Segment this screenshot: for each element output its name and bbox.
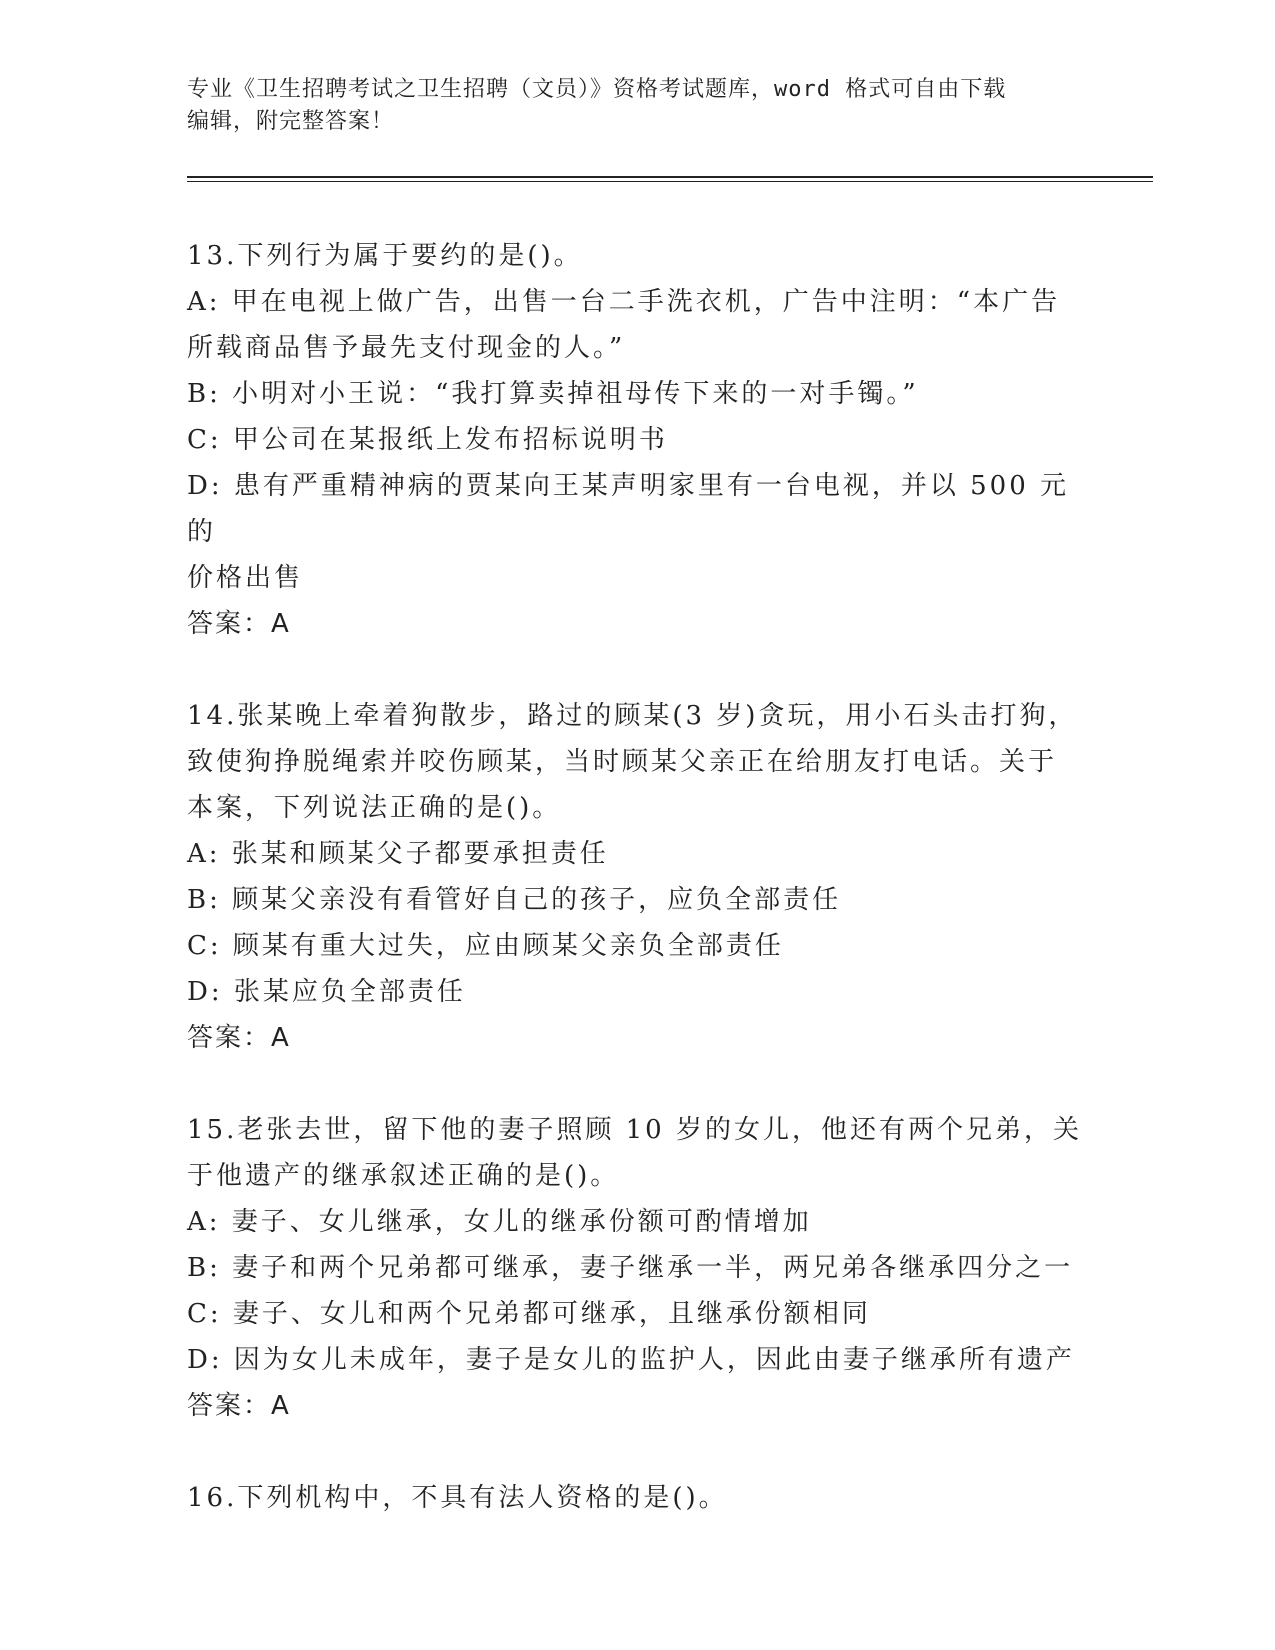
question-stem-continued: 致使狗挣脱绳索并咬伤顾某，当时顾某父亲正在给朋友打电话。关于 xyxy=(187,747,1058,777)
option-c: C: 甲公司在某报纸上发布招标说明书 xyxy=(187,425,668,455)
question-stem: 13.下列行为属于要约的是()。 xyxy=(187,241,583,271)
question-14 xyxy=(187,693,1087,1061)
header-divider-thin xyxy=(187,181,1153,182)
document-header xyxy=(187,74,1087,138)
option-a: A: 甲在电视上做广告，出售一台二手洗衣机，广告中注明：“本广告 xyxy=(187,287,1061,317)
question-stem-continued: 本案，下列说法正确的是()。 xyxy=(187,793,562,823)
question-13 xyxy=(187,233,1087,647)
question-16 xyxy=(187,1475,1087,1521)
question-stem: 16.下列机构中，不具有法人资格的是()。 xyxy=(187,1483,728,1513)
header-line-1: 专业《卫生招聘考试之卫生招聘（文员）》资格考试题库，word 格式可自由下载 xyxy=(187,77,1007,102)
header-line-2: 编辑，附完整答案！ xyxy=(187,109,395,134)
question-list xyxy=(187,233,1087,1567)
option-d: D: 张某应负全部责任 xyxy=(187,977,466,1007)
option-c: C: 妻子、女儿和两个兄弟都可继承，且继承份额相同 xyxy=(187,1299,871,1329)
option-d: D: 因为女儿未成年，妻子是女儿的监护人，因此由妻子继承所有遗产 xyxy=(187,1345,1075,1375)
option-a: A: 妻子、女儿继承，女儿的继承份额可酌情增加 xyxy=(187,1207,812,1237)
option-c: C: 顾某有重大过失，应由顾某父亲负全部责任 xyxy=(187,931,784,961)
option-d: D: 患有严重精神病的贾某向王某声明家里有一台电视，并以 500 元的 xyxy=(187,471,1070,547)
option-a: A: 张某和顾某父子都要承担责任 xyxy=(187,839,609,869)
header-divider-thick xyxy=(187,176,1153,178)
question-stem: 15.老张去世，留下他的妻子照顾 10 岁的女儿，他还有两个兄弟，关 xyxy=(187,1115,1082,1145)
question-stem: 14.张某晚上牵着狗散步，路过的顾某(3 岁)贪玩，用小石头击打狗， xyxy=(187,701,1078,731)
question-stem-continued: 于他遗产的继承叙述正确的是()。 xyxy=(187,1161,620,1191)
option-b: B: 妻子和两个兄弟都可继承，妻子继承一半，两兄弟各继承四分之一 xyxy=(187,1253,1074,1283)
option-b: B: 小明对小王说：“我打算卖掉祖母传下来的一对手镯。” xyxy=(187,379,919,409)
question-15 xyxy=(187,1107,1087,1429)
answer-line: 答案：A xyxy=(187,1391,291,1421)
option-b: B: 顾某父亲没有看管好自己的孩子，应负全部责任 xyxy=(187,885,842,915)
option-d-continued: 价格出售 xyxy=(187,563,304,593)
answer-line: 答案：A xyxy=(187,1023,291,1053)
option-a-continued: 所载商品售予最先支付现金的人。” xyxy=(187,333,626,363)
answer-line: 答案：A xyxy=(187,609,291,639)
